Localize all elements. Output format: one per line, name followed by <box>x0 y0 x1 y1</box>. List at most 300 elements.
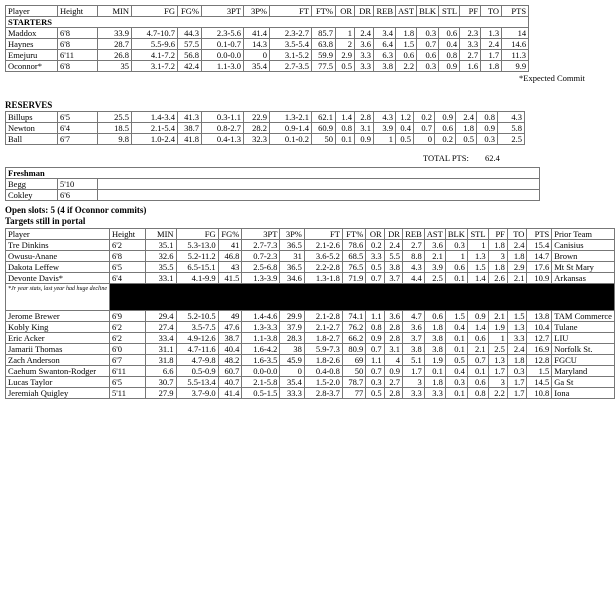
column-header: MIN <box>98 6 132 17</box>
stat-cell: 45.9 <box>280 355 304 366</box>
stat-cell: 6'5 <box>58 112 98 123</box>
stat-cell: 15.4 <box>527 240 552 251</box>
column-header: PF <box>488 229 507 240</box>
stat-cell: 1.7 <box>488 366 507 377</box>
stat-cell: 6'7 <box>109 355 145 366</box>
stat-cell: 3.1-7.2 <box>132 61 178 72</box>
stat-cell: 35.4 <box>280 377 304 388</box>
stat-cell: 1.4-3.4 <box>132 112 178 123</box>
stat-cell: 41.5 <box>218 273 242 284</box>
stat-cell: 0.8 <box>439 50 460 61</box>
stat-cell: 1.9 <box>488 322 507 333</box>
stat-cell: 1.6-4.2 <box>242 344 280 355</box>
stat-cell: 2.1 <box>488 311 507 322</box>
table-row <box>6 388 615 399</box>
column-header: OR <box>336 6 355 17</box>
table-row <box>6 311 615 322</box>
stat-cell: 3.7 <box>384 273 402 284</box>
stat-cell: 63.8 <box>312 39 336 50</box>
stat-cell: 2.4 <box>507 344 527 355</box>
stat-cell: 1 <box>467 240 488 251</box>
column-header: Player <box>6 6 58 17</box>
stat-cell: 22.9 <box>244 112 270 123</box>
reserves-table <box>5 111 525 145</box>
column-header: 3PT <box>242 229 280 240</box>
stat-cell: 6'8 <box>109 251 145 262</box>
stat-cell: 5.2-10.5 <box>176 311 218 322</box>
stat-cell: 6.4 <box>374 39 396 50</box>
stat-cell: 0.8 <box>366 322 384 333</box>
stat-cell: 3.5-7.5 <box>176 322 218 333</box>
stat-cell: 1.3 <box>488 355 507 366</box>
stat-cell: 3.3 <box>507 333 527 344</box>
stat-cell: 0.4 <box>396 123 414 134</box>
open-slots: Open slots: 5 (4 if Oconnor commits) <box>5 205 147 215</box>
prior-team: LIU <box>552 333 615 344</box>
stat-cell: 1.3-1.8 <box>304 273 342 284</box>
targets-title: Targets still in portal <box>5 216 86 226</box>
stat-cell: 2.4 <box>481 39 502 50</box>
stat-cell: 0.7 <box>366 273 384 284</box>
reserves-title: RESERVES <box>5 100 53 110</box>
stat-cell: 0.0-0.0 <box>242 366 280 377</box>
stat-cell: 1.0-2.4 <box>132 134 178 145</box>
stat-cell: 0.8-2.7 <box>202 123 244 134</box>
stat-cell: 0.8 <box>477 112 498 123</box>
stat-cell: 85.7 <box>312 28 336 39</box>
stat-cell: 14.3 <box>244 39 270 50</box>
stat-cell: 29.9 <box>280 311 304 322</box>
column-header: BLK <box>417 6 439 17</box>
stat-cell: 35.5 <box>146 262 176 273</box>
stat-cell: 2.8 <box>384 333 402 344</box>
stat-cell: 1.8 <box>488 240 507 251</box>
stat-cell: 0.7 <box>366 344 384 355</box>
table-row <box>6 273 615 284</box>
targets-header-row <box>6 229 615 240</box>
stat-cell: 1.5-2.0 <box>304 377 342 388</box>
stat-cell: 27.9 <box>146 388 176 399</box>
stat-cell: 6'6 <box>58 190 98 201</box>
stat-cell: 3.9 <box>374 123 396 134</box>
stat-cell: 50 <box>342 366 365 377</box>
stat-cell: 35.4 <box>244 61 270 72</box>
stat-cell: 0.9 <box>366 333 384 344</box>
table-row <box>6 28 529 39</box>
stat-cell: 2.8 <box>384 322 402 333</box>
stat-cell: 0.6 <box>417 50 439 61</box>
stat-cell: 3.8 <box>384 262 402 273</box>
stat-cell: 1.8 <box>456 123 477 134</box>
stat-cell: 0 <box>280 366 304 377</box>
stat-cell: 1.1-3.8 <box>242 333 280 344</box>
column-header: AST <box>424 229 445 240</box>
davis-note: *Jr year stats, last year had huge decline <box>6 284 110 311</box>
table-row <box>6 134 525 145</box>
stat-cell: 0.2 <box>414 112 435 123</box>
table-row <box>6 355 615 366</box>
table-row <box>6 377 615 388</box>
stat-cell: 1.8-2.6 <box>304 355 342 366</box>
stat-cell: 31.8 <box>146 355 176 366</box>
stat-cell: 4.9-12.6 <box>176 333 218 344</box>
column-header: 3PT <box>202 6 244 17</box>
stat-cell: 4.3 <box>374 112 396 123</box>
stat-cell: 0.9 <box>439 61 460 72</box>
stat-cell: 1.8 <box>396 28 417 39</box>
column-header: Height <box>58 6 98 17</box>
stat-cell: 2.8 <box>384 388 402 399</box>
stat-cell: 6'5 <box>109 262 145 273</box>
stat-cell: 2.1-2.8 <box>304 311 342 322</box>
stat-cell: 1.7 <box>507 377 527 388</box>
stat-cell: 0.9 <box>384 366 402 377</box>
expected-commit-note: *Expected Commit <box>519 73 585 83</box>
stat-cell: 1.6-3.5 <box>242 355 280 366</box>
stat-cell: 2.4 <box>507 240 527 251</box>
total-pts-label: TOTAL PTS: <box>423 153 469 163</box>
stat-cell: 0.3 <box>445 377 467 388</box>
stat-cell: 6'11 <box>109 366 145 377</box>
stat-cell: 2.3-2.7 <box>270 28 312 39</box>
column-header: Player <box>6 229 110 240</box>
stat-cell: 1.8-2.7 <box>304 333 342 344</box>
stat-cell: 0 <box>414 134 435 145</box>
stat-cell: 4.1-7.2 <box>132 50 178 61</box>
stat-cell: 3.1 <box>355 123 374 134</box>
stat-cell: 2.9 <box>336 50 355 61</box>
column-header: FT% <box>312 6 336 17</box>
stat-cell: 62.1 <box>312 112 336 123</box>
stat-cell: 1.7 <box>507 388 527 399</box>
stat-cell: 2.1 <box>467 344 488 355</box>
stat-cell: 1.3 <box>481 28 502 39</box>
column-header: FG <box>132 6 178 17</box>
stat-cell: 1 <box>336 28 355 39</box>
stat-cell: 3 <box>488 377 507 388</box>
stat-cell: 14.5 <box>527 377 552 388</box>
stat-cell: 5.1 <box>402 355 424 366</box>
stat-cell: 2.8 <box>355 112 374 123</box>
table-row <box>6 39 529 50</box>
stat-cell: 6'8 <box>58 61 98 72</box>
stat-cell: 0.1 <box>424 366 445 377</box>
column-header: DR <box>355 6 374 17</box>
stat-cell: 38.7 <box>218 333 242 344</box>
stat-cell: 33.4 <box>146 333 176 344</box>
stat-cell: 3 <box>488 251 507 262</box>
stat-cell: 6'0 <box>109 344 145 355</box>
stat-cell: 1.1 <box>366 355 384 366</box>
stat-cell: 4.4 <box>402 273 424 284</box>
stat-cell: 3.8 <box>402 344 424 355</box>
starters-table <box>5 5 529 72</box>
prior-team: Mt St Mary <box>552 262 615 273</box>
stat-cell: 3.8 <box>374 61 396 72</box>
prior-team: FGCU <box>552 355 615 366</box>
stat-cell: 41.3 <box>178 112 202 123</box>
total-pts-value: 62.4 <box>484 153 500 163</box>
player-name: Caehum Swanton-Rodger <box>6 366 110 377</box>
stat-cell: 78.7 <box>342 377 365 388</box>
stat-cell: 33.1 <box>146 273 176 284</box>
stat-cell: 0.9 <box>467 311 488 322</box>
stat-cell: 0.5-0.9 <box>176 366 218 377</box>
stat-cell: 2.4 <box>384 240 402 251</box>
stat-cell: 3.6-5.2 <box>304 251 342 262</box>
stat-cell: 3.3 <box>460 39 481 50</box>
stat-cell: 13.8 <box>527 311 552 322</box>
stat-cell: 6'4 <box>58 123 98 134</box>
stat-cell: 5.9-7.3 <box>304 344 342 355</box>
stat-cell: 48.2 <box>218 355 242 366</box>
stat-cell: 37.9 <box>280 322 304 333</box>
stat-cell: 4 <box>384 355 402 366</box>
targets-table <box>5 228 615 399</box>
stat-cell: 1.1 <box>366 311 384 322</box>
stat-cell: 30.7 <box>146 377 176 388</box>
stat-cell: 1.8 <box>488 262 507 273</box>
stat-cell: 1.3-3.3 <box>242 322 280 333</box>
stat-cell: 1.8 <box>507 251 527 262</box>
stat-cell: 1.2 <box>396 112 414 123</box>
stat-cell: 3.4 <box>374 28 396 39</box>
stat-cell: 41 <box>218 240 242 251</box>
stat-cell: 2.1 <box>424 251 445 262</box>
stat-cell: 0.6 <box>439 28 460 39</box>
stat-cell: 60.7 <box>218 366 242 377</box>
prior-team: Canisius <box>552 240 615 251</box>
stat-cell: 76.5 <box>342 262 365 273</box>
stat-cell: 2.7 <box>402 240 424 251</box>
stat-cell: 43 <box>218 262 242 273</box>
stat-cell: 77 <box>342 388 365 399</box>
stat-cell: 1.7 <box>402 366 424 377</box>
table-row <box>6 251 615 262</box>
stat-cell: 0.6 <box>467 377 488 388</box>
player-name: Ball <box>6 134 58 145</box>
stat-cell: 0.6 <box>435 123 456 134</box>
stat-cell: 6'5 <box>109 377 145 388</box>
column-header: AST <box>396 6 417 17</box>
column-header: FG% <box>218 229 242 240</box>
stat-cell: 0.5 <box>445 355 467 366</box>
column-header: STL <box>467 229 488 240</box>
table-row <box>6 112 525 123</box>
stat-cell: 4.7-9.8 <box>176 355 218 366</box>
stat-cell: 0.4 <box>439 39 460 50</box>
stat-cell: 0.3-1.1 <box>202 112 244 123</box>
stat-cell: 0.1-0.2 <box>270 134 312 145</box>
stat-cell: 74.1 <box>342 311 365 322</box>
stat-cell: 6'8 <box>58 28 98 39</box>
stat-cell: 56.8 <box>178 50 202 61</box>
stat-cell: 42.4 <box>178 61 202 72</box>
stat-cell: 36.5 <box>280 240 304 251</box>
table-row <box>6 61 529 72</box>
stat-cell: 40.4 <box>218 344 242 355</box>
stat-cell: 0.3 <box>366 377 384 388</box>
stat-cell: 57.5 <box>178 39 202 50</box>
freshman-title-row <box>6 168 540 179</box>
stat-cell: 6'2 <box>109 322 145 333</box>
player-name: Jamarii Thomas <box>6 344 110 355</box>
stat-cell: 60.9 <box>312 123 336 134</box>
stat-cell: 1.7 <box>481 50 502 61</box>
stat-cell: 0.2 <box>435 134 456 145</box>
stat-cell: 3.6 <box>355 39 374 50</box>
column-header: 3P% <box>244 6 270 17</box>
stat-cell: 10.8 <box>527 388 552 399</box>
stat-cell: 10.4 <box>527 322 552 333</box>
column-header: TO <box>481 6 502 17</box>
stat-cell: 0.2 <box>366 240 384 251</box>
stat-cell: 3.3 <box>355 50 374 61</box>
stat-cell: 6.5-15.1 <box>176 262 218 273</box>
stat-cell: 5'10 <box>58 179 98 190</box>
column-header: 3P% <box>280 229 304 240</box>
player-name: Owusu-Anane <box>6 251 110 262</box>
player-name: Newton <box>6 123 58 134</box>
stat-cell: 49 <box>218 311 242 322</box>
stat-cell: 41.4 <box>244 28 270 39</box>
stat-cell: 2.1-2.6 <box>304 240 342 251</box>
stat-cell: 3.9 <box>424 262 445 273</box>
column-header: FG% <box>178 6 202 17</box>
stat-cell: 0.6 <box>467 333 488 344</box>
stat-cell: 77.5 <box>312 61 336 72</box>
stat-cell: 3.3 <box>366 251 384 262</box>
player-name: Maddox <box>6 28 58 39</box>
stat-cell: 0.7 <box>467 355 488 366</box>
stat-cell: 1.5 <box>527 366 552 377</box>
stat-cell: 0.1 <box>445 273 467 284</box>
stat-cell: 4.7-11.6 <box>176 344 218 355</box>
total-pts <box>423 153 500 163</box>
stat-cell: 14 <box>502 28 529 39</box>
stat-cell: 66.2 <box>342 333 365 344</box>
stat-cell: 0.7 <box>414 123 435 134</box>
stat-cell: 17.6 <box>527 262 552 273</box>
stat-cell: 41.4 <box>218 388 242 399</box>
stat-cell: 26.8 <box>98 50 132 61</box>
stat-cell: 0.3 <box>477 134 498 145</box>
stat-cell: 1.5 <box>445 311 467 322</box>
stat-cell: 0.9-1.4 <box>270 123 312 134</box>
stat-cell: 3.1-5.2 <box>270 50 312 61</box>
stat-cell: 9.9 <box>502 61 529 72</box>
player-name: Devonte Davis* <box>6 273 110 284</box>
stat-cell: 0.4-1.3 <box>202 134 244 145</box>
table-row <box>6 322 615 333</box>
stat-cell: 1.4 <box>467 273 488 284</box>
table-row <box>6 123 525 134</box>
column-header: TO <box>507 229 527 240</box>
stat-cell: 1.9 <box>424 355 445 366</box>
stat-cell: 2 <box>336 39 355 50</box>
stat-cell: 1.5 <box>507 311 527 322</box>
column-header: FT% <box>342 229 365 240</box>
stat-cell: 0.1 <box>467 366 488 377</box>
player-name: Kobly King <box>6 322 110 333</box>
stat-cell: 5.5 <box>384 251 402 262</box>
player-name: Zach Anderson <box>6 355 110 366</box>
prior-team: Arkansas <box>552 273 615 284</box>
stat-cell: 2.1-5.4 <box>132 123 178 134</box>
player-name: Billups <box>6 112 58 123</box>
stat-cell: 0.7 <box>417 39 439 50</box>
stat-cell: 6'7 <box>58 134 98 145</box>
stat-cell: 3 <box>402 377 424 388</box>
column-header: FT <box>270 6 312 17</box>
stat-cell: 1.1-3.0 <box>202 61 244 72</box>
column-header: OR <box>366 229 384 240</box>
stat-cell: 1.3-2.1 <box>270 112 312 123</box>
stat-cell: 3.6 <box>402 322 424 333</box>
empty-cell <box>98 179 540 190</box>
stat-cell: 2.5 <box>424 273 445 284</box>
starters-title-row <box>6 17 529 28</box>
stat-cell: 3.3 <box>355 61 374 72</box>
stat-cell: 6'11 <box>58 50 98 61</box>
stat-cell: 50 <box>312 134 336 145</box>
stat-cell: 80.9 <box>342 344 365 355</box>
stat-cell: 1.3 <box>467 251 488 262</box>
stat-cell: 0.8 <box>467 388 488 399</box>
stat-cell: 0.1 <box>445 344 467 355</box>
stat-cell: 0.7-2.3 <box>242 251 280 262</box>
prior-team: Norfolk St. <box>552 344 615 355</box>
stat-cell: 5.5-13.4 <box>176 377 218 388</box>
stat-cell: 0.4-0.8 <box>304 366 342 377</box>
stat-cell: 0.9 <box>435 112 456 123</box>
stat-cell: 3.3 <box>402 388 424 399</box>
table-row <box>6 333 615 344</box>
stat-cell: 29.4 <box>146 311 176 322</box>
stat-cell: 32.3 <box>244 134 270 145</box>
stat-cell: 2.7 <box>460 50 481 61</box>
column-header: Prior Team <box>552 229 615 240</box>
stat-cell: 1.4 <box>467 322 488 333</box>
player-name: Lucas Taylor <box>6 377 110 388</box>
stat-cell: 4.7-10.7 <box>132 28 178 39</box>
stat-cell: 1.4-4.6 <box>242 311 280 322</box>
stat-cell: 2.9 <box>507 262 527 273</box>
stat-cell: 3.1 <box>384 344 402 355</box>
stat-cell: 0.7 <box>366 366 384 377</box>
column-header: BLK <box>445 229 467 240</box>
stat-cell: 0.6 <box>396 50 417 61</box>
stat-cell: 1 <box>374 134 396 145</box>
stat-cell: 0.8 <box>336 123 355 134</box>
stat-cell: 1.3-3.9 <box>242 273 280 284</box>
column-header: Height <box>109 229 145 240</box>
stat-cell: 18.5 <box>98 123 132 134</box>
stat-cell: 0.4 <box>445 366 467 377</box>
stat-cell: 1.5 <box>396 39 417 50</box>
player-name: Jeremiah Quigley <box>6 388 110 399</box>
stat-cell: 38.7 <box>178 123 202 134</box>
stat-cell: 5'11 <box>109 388 145 399</box>
column-header: FG <box>176 229 218 240</box>
stat-cell: 3.8 <box>424 344 445 355</box>
stat-cell: 1.3 <box>507 322 527 333</box>
prior-team: Tulane <box>552 322 615 333</box>
stat-cell: 2.6 <box>488 273 507 284</box>
stat-cell: 2.8-3.7 <box>304 388 342 399</box>
stat-cell: 0.5 <box>366 388 384 399</box>
stat-cell: 6'2 <box>109 240 145 251</box>
